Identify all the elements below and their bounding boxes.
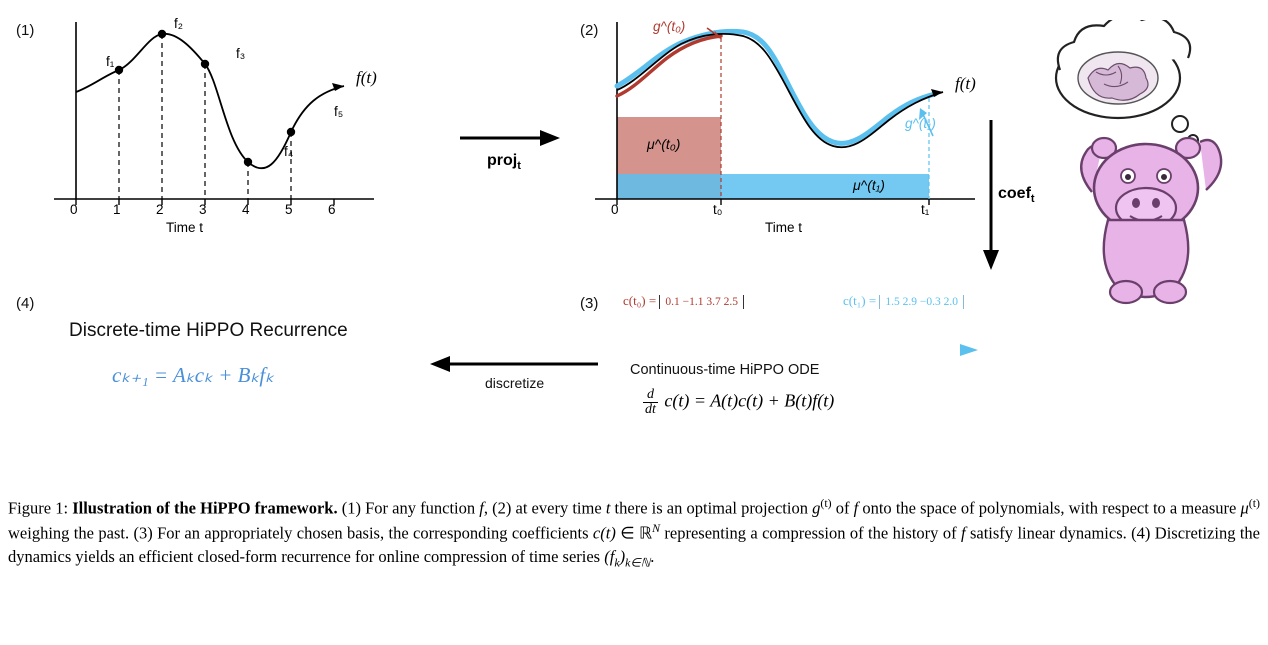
caption-text-4: of bbox=[831, 498, 854, 518]
caption-g1-sup: (t) bbox=[820, 496, 832, 510]
curve-label-g-t0: g^(t₀) bbox=[653, 19, 686, 34]
caption-text-8: satisfy linear dynamics. (4) Discretizing the dynamics yields an efficient closed-form recurrence for online compression of time series bbox=[8, 523, 1260, 566]
caption-mu-sup: (t) bbox=[1248, 496, 1261, 510]
panel-3-coefficients bbox=[575, 285, 1015, 435]
coef-t1-v2: −0.3 bbox=[919, 295, 941, 308]
ode-caption: Continuous-time HiPPO ODE bbox=[630, 362, 820, 378]
panel2-x-tick-t1: t₁ bbox=[921, 202, 930, 217]
caption-text-2: , (2) at every time bbox=[483, 498, 606, 518]
coef-t0-v3: 2.5 bbox=[723, 295, 739, 308]
caption-series-sub: k bbox=[614, 555, 620, 570]
caption-series: (f bbox=[604, 546, 615, 566]
x-tick-3: 3 bbox=[199, 202, 207, 217]
caption-text-6: weighing the past. (3) For an appropriately chosen basis, the corresponding coefficients bbox=[8, 523, 593, 543]
coef-t1-v3: 2.0 bbox=[943, 295, 959, 308]
panel-label-3: (3) bbox=[580, 295, 599, 312]
measure-label-mu-t0: μ^(t₀) bbox=[647, 136, 681, 152]
measure-label-mu-t1: μ^(t₁) bbox=[853, 177, 885, 193]
caption-f1: f bbox=[479, 498, 484, 518]
panel-1-function-label: f(t) bbox=[356, 68, 377, 87]
panel-2-x-axis-label: Time t bbox=[765, 220, 802, 235]
coef-t1-group bbox=[843, 293, 964, 309]
recurrence-equation bbox=[112, 363, 274, 388]
caption-g1: g bbox=[812, 498, 821, 518]
coef-arrow-label: coef$_t$ bbox=[998, 185, 1035, 206]
ode-equation bbox=[643, 388, 834, 417]
caption-text-5: onto the space of polynomials, with respect to a measure bbox=[858, 498, 1241, 518]
caption-rn: ℝ bbox=[639, 523, 653, 543]
caption-figure-number: Figure 1: bbox=[8, 498, 69, 518]
recurrence-title: Discrete-time HiPPO Recurrence bbox=[69, 320, 348, 341]
panel-2-projection-plot bbox=[575, 14, 1015, 244]
x-tick-6: 6 bbox=[328, 202, 336, 217]
coef-t0-v0: 0.1 bbox=[665, 295, 680, 308]
x-tick-5: 5 bbox=[285, 202, 293, 217]
proj-arrow-label: proj$_t$ bbox=[487, 152, 521, 173]
figure-caption bbox=[8, 495, 1260, 571]
coef-t0-v2: 3.7 bbox=[706, 295, 721, 308]
coef-t0-group bbox=[623, 293, 744, 309]
caption-rn-sup: N bbox=[652, 520, 661, 535]
coef-t0-label: c(t₀) = bbox=[623, 293, 657, 308]
point-label-f5: f₅ bbox=[334, 104, 344, 119]
coef-t1-v1: 2.9 bbox=[902, 295, 918, 308]
panel2-x-tick-0: 0 bbox=[611, 202, 619, 217]
panel-label-4: (4) bbox=[16, 295, 35, 312]
caption-t1: t bbox=[605, 498, 611, 518]
hippo-body-icon bbox=[1081, 138, 1221, 303]
frac-denominator: dt bbox=[645, 402, 656, 417]
coef-t1-v0: 1.5 bbox=[885, 295, 900, 308]
point-label-f3: f₃ bbox=[236, 46, 246, 61]
caption-text-3: there is an optimal projection bbox=[610, 498, 813, 518]
coef-t0-vector bbox=[659, 295, 744, 310]
caption-series-2: ) bbox=[619, 546, 626, 566]
frac-numerator: d bbox=[643, 388, 658, 403]
discretize-arrow-label: discretize bbox=[485, 375, 545, 391]
x-tick-4: 4 bbox=[242, 202, 250, 217]
panel-label-1: (1) bbox=[16, 22, 35, 39]
caption-f3: f bbox=[960, 523, 966, 543]
panel-1-x-axis-label: Time t bbox=[166, 220, 203, 235]
x-tick-2: 2 bbox=[156, 202, 164, 217]
coef-t1-vector bbox=[879, 295, 964, 310]
coef-t0-v1: −1.1 bbox=[682, 295, 704, 308]
panel-4-recurrence bbox=[14, 285, 534, 405]
curve-label-g-t1: g^(t₁) bbox=[905, 116, 936, 131]
panel-label-2: (2) bbox=[580, 22, 599, 39]
caption-text-9: . bbox=[650, 546, 655, 566]
point-label-f2: f₂ bbox=[174, 16, 183, 31]
coef-t1-label: c(t₁) = bbox=[843, 293, 877, 308]
ode-equation-body: c(t) = A(t)c(t) + B(t)f(t) bbox=[664, 390, 835, 411]
recurrence-equation-text: cₖ₊₁ = Aₖcₖ + Bₖfₖ bbox=[112, 363, 275, 387]
caption-text-1: (1) For any function bbox=[337, 498, 480, 518]
caption-text-7: representing a compression of the history of bbox=[660, 523, 961, 543]
point-label-f1: f₁ bbox=[106, 54, 115, 69]
caption-series-sub2: k∈ℕ bbox=[625, 555, 651, 570]
point-label-f4: f₄ bbox=[284, 144, 294, 159]
panel-2-function-label: f(t) bbox=[955, 74, 976, 93]
caption-in-sym: ∈ bbox=[615, 523, 640, 543]
caption-mu: μ bbox=[1240, 498, 1249, 518]
x-tick-0: 0 bbox=[70, 202, 78, 217]
caption-f2: f bbox=[853, 498, 859, 518]
caption-title: Illustration of the HiPPO framework. bbox=[72, 498, 338, 518]
hippo-mascot-illustration bbox=[1030, 20, 1260, 320]
hippo-svg bbox=[1030, 20, 1260, 320]
caption-c1: c(t) bbox=[592, 523, 616, 543]
thought-bubble-icon bbox=[1056, 20, 1198, 145]
ode-derivative-fraction bbox=[643, 388, 658, 417]
panel2-x-tick-t0: t₀ bbox=[713, 202, 723, 217]
x-tick-1: 1 bbox=[113, 202, 121, 217]
ode-gradient-arrow-icon bbox=[623, 342, 993, 360]
panel-1-function-plot bbox=[14, 14, 464, 234]
panel-2-svg bbox=[575, 14, 1015, 244]
